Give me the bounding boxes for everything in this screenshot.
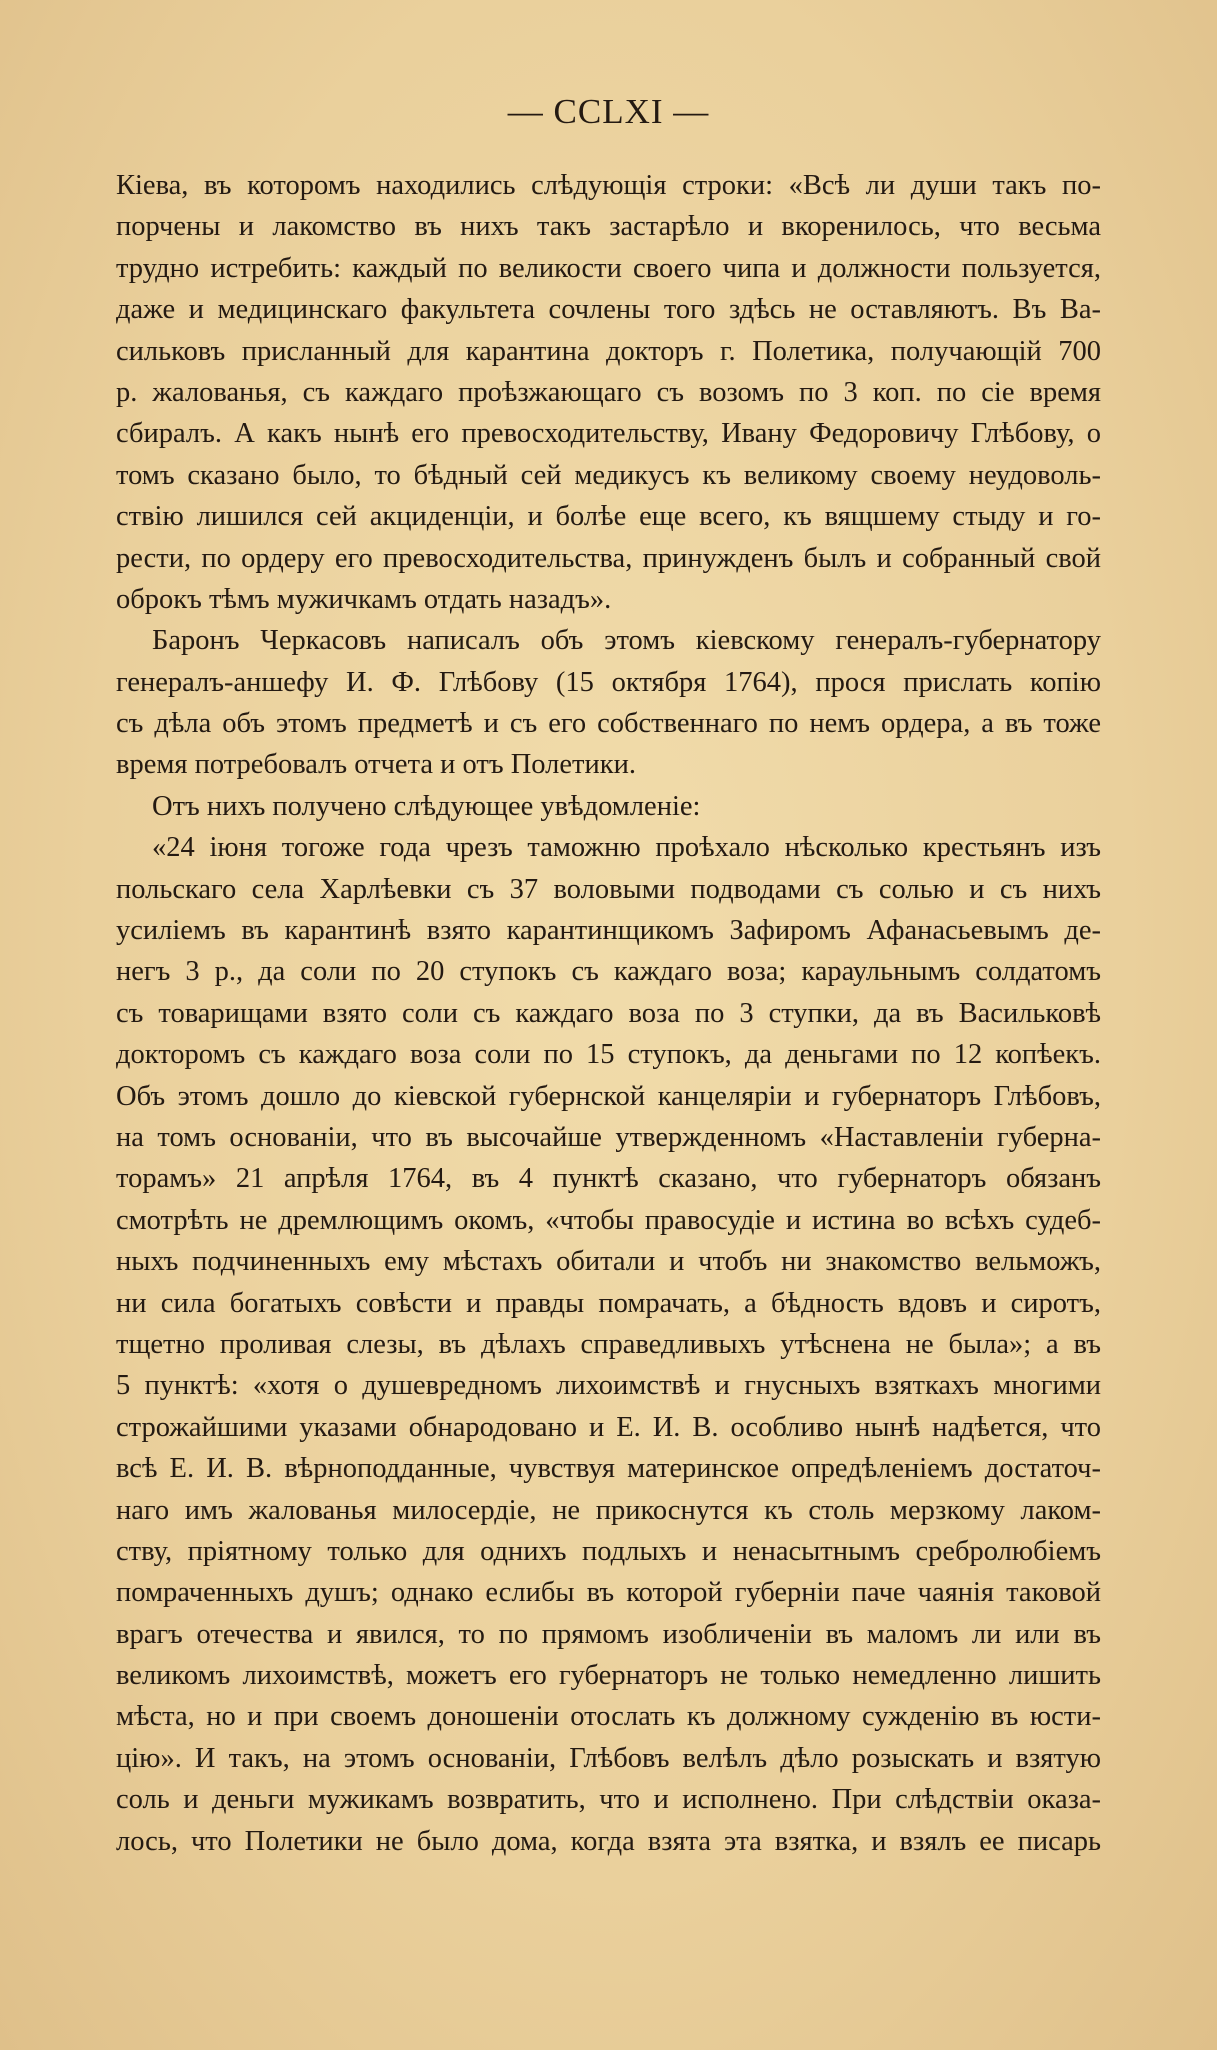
text-line: наго имъ жалованья милосердіе, не прикоснутся къ столь мерзкому лаком- xyxy=(116,1494,1101,1526)
text-line: генералъ-аншефу И. Ф. Глѣбову (15 октября 1764), прося прислать копію xyxy=(116,666,1101,698)
page-folio: — CCLXI — xyxy=(507,92,710,131)
text-line: смотрѣть не дремлющимъ окомъ, «чтобы правосудіе и истина во всѣхъ судеб- xyxy=(116,1204,1101,1236)
text-line: усиліемъ въ карантинѣ взято карантинщикомъ Зафиромъ Афанасьевымъ де- xyxy=(116,915,1101,947)
text-line: врагъ отечества и явился, то по прямомъ изобличеніи въ маломъ ли или въ xyxy=(116,1618,1101,1650)
text-line: Баронъ Черкасовъ написалъ объ этомъ кіевскому генералъ-губернатору xyxy=(152,625,1101,657)
text-line: соль и деньги мужикамъ возвратить, что и исполнено. При слѣдствіи оказа- xyxy=(116,1784,1101,1816)
text-line: тщетно проливая слезы, въ дѣлахъ справедливыхъ утѣснена не была»; а въ xyxy=(116,1328,1101,1360)
text-line: ству, пріятному только для однихъ подлыхъ и ненасытнымъ сребролюбіемъ xyxy=(116,1535,1101,1567)
body-text xyxy=(116,165,1101,1862)
text-line: торамъ» 21 апрѣля 1764, въ 4 пунктѣ сказано, что губернаторъ обязанъ xyxy=(116,1163,1101,1195)
text-line: оброкъ тѣмъ мужичкамъ отдать назадъ». xyxy=(116,583,612,615)
text-line: сильковъ присланный для карантина докторъ г. Полетика, получающій 700 xyxy=(116,335,1101,367)
text-line: рести, по ордеру его превосходительства, принужденъ былъ и собранный свой xyxy=(116,542,1101,574)
text-line: томъ сказано было, то бѣдный сей медикусъ къ великому своему неудоволь- xyxy=(116,459,1101,491)
text-line: ни сила богатыхъ совѣсти и правды помрачать, а бѣдность вдовъ и сиротъ, xyxy=(116,1287,1101,1319)
text-line: докторомъ съ каждаго воза соли по 15 ступокъ, да деньгами по 12 копѣекъ. xyxy=(116,1039,1101,1071)
text-line: Отъ нихъ получено слѣдующее увѣдомленіе: xyxy=(152,790,701,822)
text-line: ныхъ подчиненныхъ ему мѣстахъ обитали и чтобъ ни знакомство вельможъ, xyxy=(116,1246,1101,1278)
text-line: Объ этомъ дошло до кіевской губернской канцеляріи и губернаторъ Глѣбовъ, xyxy=(116,1080,1101,1112)
text-line: время потребовалъ отчета и отъ Полетики. xyxy=(116,749,636,781)
text-line: всѣ Е. И. В. вѣрноподданные, чувствуя материнское опредѣленіемъ достаточ- xyxy=(116,1453,1101,1485)
text-line: великомъ лихоимствѣ, можетъ его губернаторъ не только немедленно лишить xyxy=(116,1660,1101,1692)
text-line: съ дѣла объ этомъ предметѣ и съ его собственнаго по немъ ордера, а въ тоже xyxy=(116,708,1101,740)
text-line: «24 іюня тогоже года чрезъ таможню проѣхало нѣсколько крестьянъ изъ xyxy=(152,832,1101,864)
text-line: сбиралъ. А какъ нынѣ его превосходительству, Ивану Федоровичу Глѣбову, о xyxy=(116,418,1101,450)
text-line: трудно истребить: каждый по великости своего чипа и должности пользуется, xyxy=(116,252,1101,284)
text-line: ствію лишился сей акциденціи, и болѣе еще всего, къ вящшему стыду и го- xyxy=(116,501,1101,533)
text-line: 5 пунктѣ: «хотя о душевредномъ лихоимствѣ и гнусныхъ взяткахъ многими xyxy=(116,1370,1101,1402)
text-line: съ товарищами взято соли съ каждаго воза по 3 ступки, да въ Васильковѣ xyxy=(116,997,1101,1029)
text-line: строжайшими указами обнародовано и Е. И. В. особливо нынѣ надѣется, что xyxy=(116,1411,1101,1443)
text-line: порчены и лакомство въ нихъ такъ застарѣло и вкоренилось, что весьма xyxy=(116,211,1101,243)
text-line: польскаго села Харлѣевки съ 37 воловыми подводами съ солью и съ нихъ xyxy=(116,873,1101,905)
text-line: мѣста, но и при своемъ доношеніи отослать къ должному сужденію въ юсти- xyxy=(116,1701,1101,1733)
text-line: Кіева, въ которомъ находились слѣдующія строки: «Всѣ ли души такъ по- xyxy=(116,170,1101,201)
text-line: на томъ основаніи, что въ высочайше утвержденномъ «Наставленіи губерна- xyxy=(116,1121,1101,1153)
text-line: р. жалованья, съ каждаго проѣзжающаго съ возомъ по 3 коп. по сіе время xyxy=(116,376,1101,408)
text-line: даже и медицинскаго факультета сочлены того здѣсь не оставляютъ. Въ Ва- xyxy=(116,294,1101,326)
text-line: цію». И такъ, на этомъ основаніи, Глѣбовъ велѣлъ дѣло розыскать и взятую xyxy=(116,1742,1101,1774)
text-line: негъ 3 р., да соли по 20 ступокъ съ каждаго воза; караульнымъ солдатомъ xyxy=(116,956,1101,988)
text-line: лось, что Полетики не было дома, когда взята эта взятка, и взялъ ее писарь xyxy=(116,1825,1101,1857)
text-line: помраченныхъ душъ; однако еслибы въ которой губерніи паче чаянія таковой xyxy=(116,1577,1101,1609)
